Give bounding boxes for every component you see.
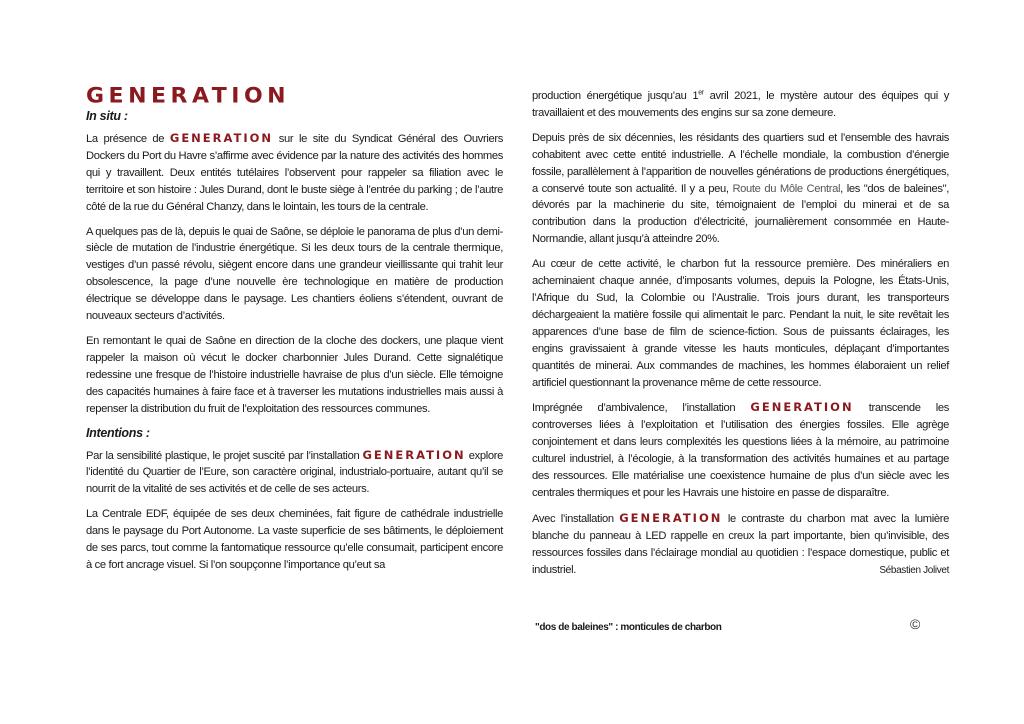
document-title: GENERATION xyxy=(86,84,291,109)
text: avril 2021, le mystère autour des équipes qui y travaillaient et des mouvements des engins sur sa zone demeure. xyxy=(532,90,949,119)
brand-name: GENERATION xyxy=(619,510,723,525)
text: sur le site du Syndicat Général des Ouvriers Dockers du Port du Havre s’affirme avec évidence par la nature des activités des hommes qui y travaillent. Deux entités tutélaires l’observent pour rappeler sa filiation avec le territoire et son histoire : Jules Durand, dont le buste siège à l’entrée du parking ; de l’autre côté de la rue du Général Chanzy, dans le lointain, les tours de la centrale. xyxy=(86,133,503,213)
brand-name: GENERATION xyxy=(750,400,854,415)
paragraph xyxy=(532,130,949,248)
text: , les "dos de baleines", dévorés par la machinerie du site, témoignaient de l’emploi du minerai et de sa contribution dans la production d’électricité, journalièrement consommée en Haute-Normandie, allant jusqu’à atteindre 20%. xyxy=(532,182,949,246)
text: La présence de xyxy=(86,133,170,145)
paragraph: A quelques pas de là, depuis le quai de Saône, se déploie le panorama de plus d’un demi-siècle de mutation de l’industrie énergétique. Si les deux tours de la centrale thermique, vestiges d’un passé révolu, siègent encore dans une grandeur vieillissante qui trahit leur obsolescence, la page d’une nouvelle ère technologique en matière de production électrique se développe dans le paysage. Les chantiers éoliens s’étendent, ouvrant de nouveaux secteurs d’activités. xyxy=(86,225,503,323)
paragraph: En remontant le quai de Saône en direction de la cloche des dockers, une plaque vient rappeler la maison où vécut le docker charbonnier Jules Durand. Cette signalétique redessine une fresque de l’histoire industrielle havraise de plus d’un siècle. Elle témoigne des capacités humaines à faire face et à traverser les mutations industrielles mais aussi à repenser la distribution du fruit de l’exploitation des ressources communes. xyxy=(86,334,503,415)
text: production énergétique jusqu’au 1 xyxy=(532,90,699,102)
place-name: Route du Môle Central xyxy=(732,182,841,195)
paragraph xyxy=(532,88,949,122)
text: Par la sensibilité plastique, le projet suscité par l’installation xyxy=(86,449,363,462)
paragraph xyxy=(532,399,949,501)
paragraph xyxy=(86,130,503,216)
paragraph: La Centrale EDF, équipée de ses deux cheminées, fait figure de cathédrale industrielle dans le paysage du Port Autonome. La vaste superficie de ses bâtiments, le déploiement de ses parcs, tout comme la fantomatique ressource qu’elle consumait, participent encore à ce fort ancrage visuel. Si l’on soupçonne l’importance qu’eut sa xyxy=(86,508,503,571)
text: transcende les controverses liées à l’exploitation et l’utilisation des énergies fossiles. Elle agrège conjointement et dans leurs complexités les questions liées à la mémoire, au patrimoine culturel industriel, à l’écologie, à la transformation des activités humaines et au partage des ressources. Elle matérialise une coexistence humaine de plus d’un siècle avec les centrales thermiques et pour les Havrais une histoire en passe de disparaître. xyxy=(532,402,949,499)
brand-name: GENERATION xyxy=(169,131,274,145)
text: Avec l’installation xyxy=(532,512,620,525)
author-signature: Sébastien Jolivet xyxy=(879,564,949,576)
paragraph xyxy=(532,510,949,579)
paragraph: Au cœur de cette activité, le charbon fut la ressource première. Des minéraliers en acheminaient chaque année, d’imposants volumes, depuis la Pologne, les États-Unis, l’Afrique du Sud, la Colombie ou l’Australie. Trois jours durant, les transporteurs déchargeaient la matière fossile qui alimentait le parc. Pendant la nuit, le site revêtait les apparences d’une base de film de science-fiction. Sous de puissants éclairages, les engins gravissaient à grande vitesse les hauts monticules, déplaçant d’importantes quantités de minerai. Aux commandes de machines, les hommes élaboraient un relief artificiel questionnant la provenance même de cette ressource. xyxy=(532,258,949,389)
text: Depuis près de six décennies, les résidants des quartiers sud et l’ensemble des havrais cohabitent avec cette entité industrielle. A l’échelle mondiale, la combustion d’énergie fossile, parallèlement à l’apparition de nouvelles générations de productions énergétiques, a conservé toute son actualité. Il y a peu, xyxy=(532,131,949,195)
copyright-icon: © xyxy=(910,616,921,632)
text: Imprégnée d’ambivalence, l’installation xyxy=(532,402,751,415)
text: explore l’identité du Quartier de l’Eure, son caractère original, industrialo-portuaire, autant qu’il se nourrit de la vitalité de ses activités et de celle de ses acteurs. xyxy=(86,449,503,496)
heading-in-situ: In situ : xyxy=(86,109,128,123)
left-column xyxy=(86,86,503,582)
heading-intentions: Intentions : xyxy=(86,425,150,440)
superscript: er xyxy=(698,89,704,97)
text: le contraste du charbon mat avec la lumière blanche du panneau à LED rappelle en creux la part importante, bien qu’invisible, des ressources fossiles dans l’éclairage mondial au quotidien : l’espace domestique, public et industriel. xyxy=(532,512,949,576)
right-column xyxy=(532,88,949,586)
paragraph xyxy=(86,447,503,499)
image-caption: "dos de baleines" : monticules de charbon xyxy=(535,622,722,633)
brand-name: GENERATION xyxy=(362,447,466,462)
